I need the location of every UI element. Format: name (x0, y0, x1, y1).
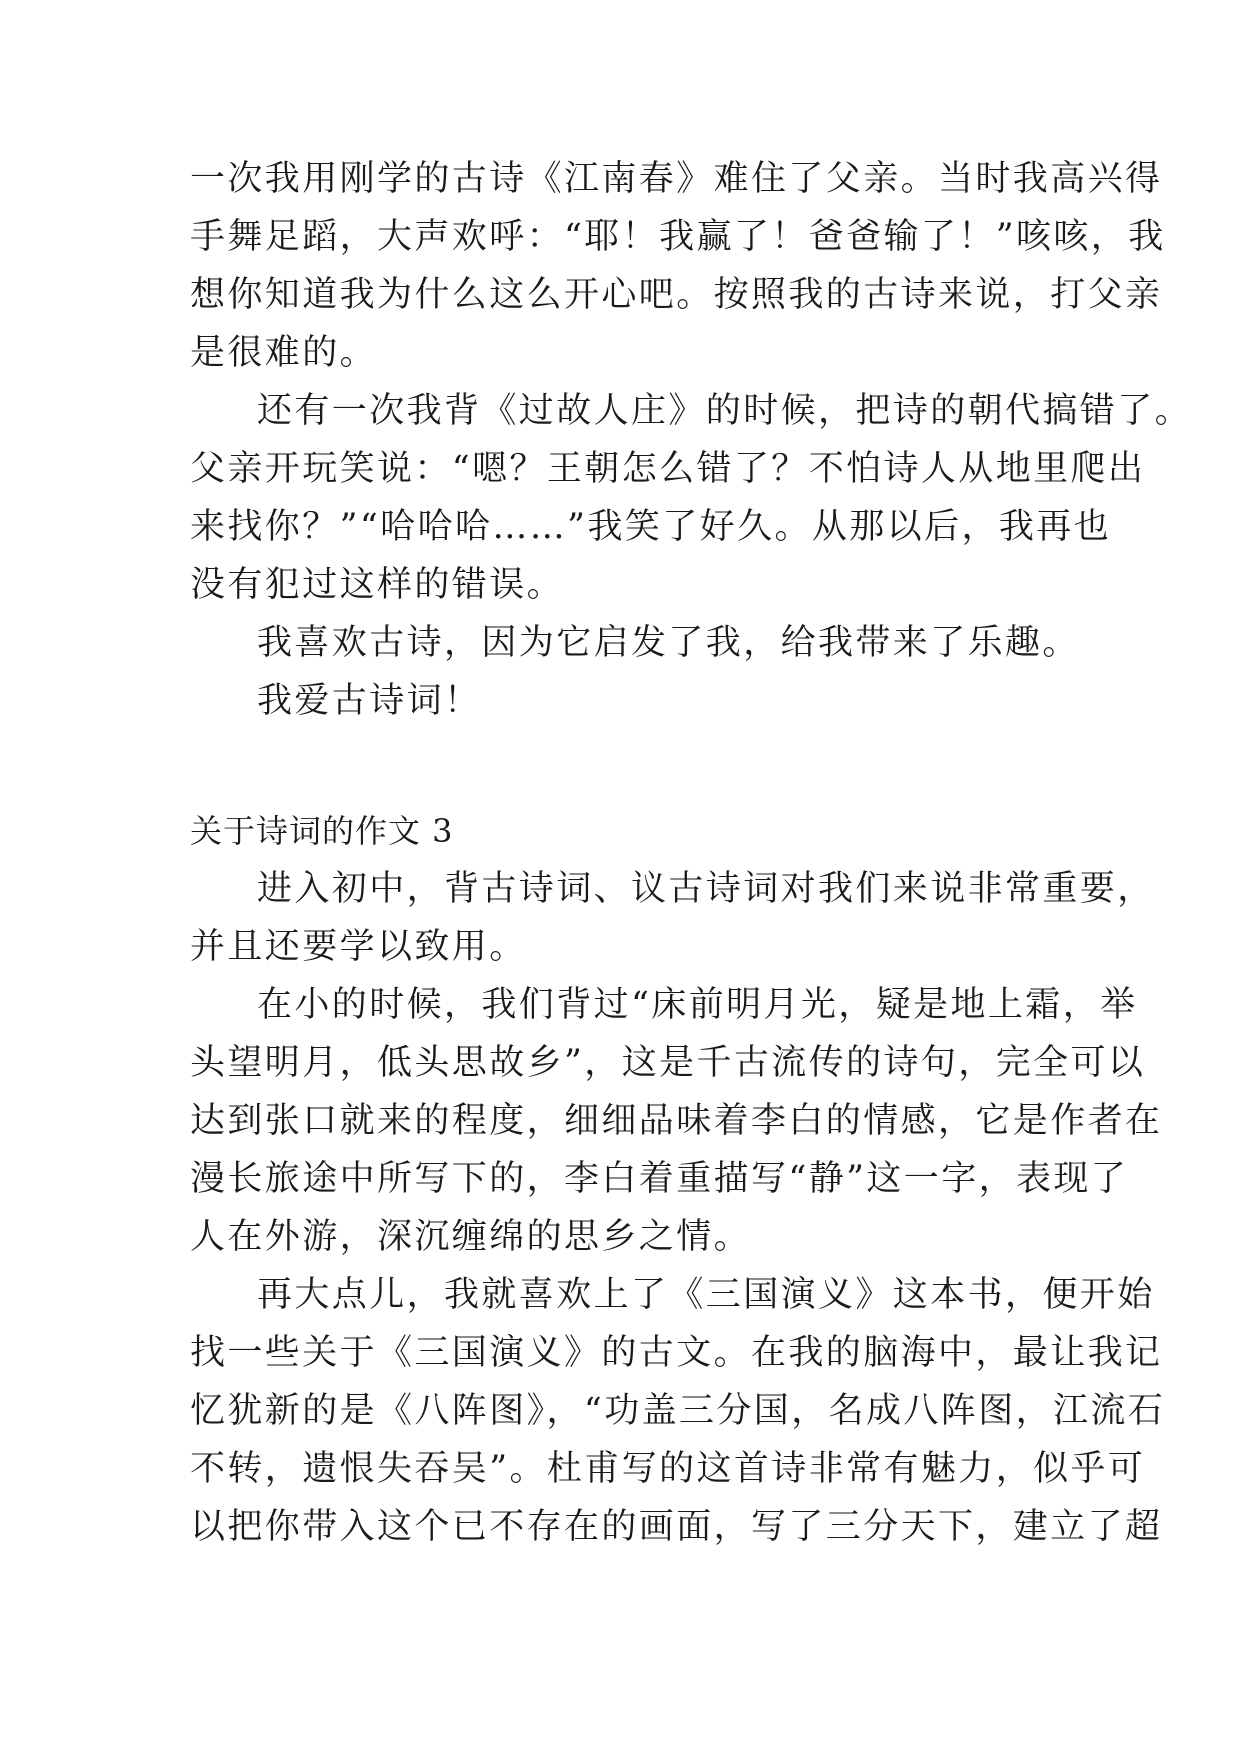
text-line: 人在外游，深沉缠绵的思乡之情。 (190, 1217, 752, 1257)
text-line: 是很难的。 (190, 333, 378, 373)
text-line: 一次我用刚学的古诗《江南春》难住了父亲。当时我高兴得 (190, 159, 1163, 199)
text-line: 再大点儿，我就喜欢上了《三国演义》这本书，便开始 (257, 1275, 1155, 1315)
text-line: 没有犯过这样的错误。 (190, 565, 565, 605)
paragraph-junior-high (190, 860, 1155, 976)
text-line: 并且还要学以致用。 (190, 927, 527, 967)
text-line: 找一些关于《三国演义》的古文。在我的脑海中，最让我记 (190, 1333, 1163, 1373)
paragraph-love-poems (190, 672, 1060, 730)
paragraph-like-poems (190, 614, 1080, 672)
text-line: 忆犹新的是《八阵图》，“功盖三分国，名成八阵图，江流石 (190, 1391, 1166, 1431)
text-line: 想你知道我为什么这么开心吧。按照我的古诗来说，打父亲 (190, 275, 1163, 315)
text-line: 在小的时候，我们背过“床前明月光，疑是地上霜，举 (257, 985, 1138, 1025)
text-line: 以把你带入这个已不存在的画面，写了三分天下，建立了超 (190, 1507, 1163, 1547)
text-line: 头望明月，低头思故乡”，这是千古流传的诗句，完全可以 (190, 1043, 1146, 1083)
paragraph-jingyesi (190, 976, 1163, 1266)
text-line: 来找你？”“哈哈哈……”我笑了好久。从那以后，我再也 (190, 507, 1112, 547)
text-line: 手舞足蹈，大声欢呼：“耶！我赢了！爸爸输了！”咳咳，我 (190, 217, 1166, 257)
text-line: 进入初中，背古诗词、议古诗词对我们来说非常重要， (257, 869, 1155, 909)
paragraph-bazhentu (190, 1266, 1166, 1556)
text-line: 漫长旅途中所写下的，李白着重描写“静”这一字，表现了 (190, 1159, 1129, 1199)
text-line: 还有一次我背《过故人庄》的时候，把诗的朝代搞错了。 (257, 391, 1193, 431)
document-body (190, 150, 1193, 1556)
paragraph-jiangnanchun (190, 150, 1166, 382)
text-line: 不转，遗恨失吞吴”。杜甫写的这首诗非常有魅力，似乎可 (190, 1449, 1146, 1489)
text-line: 父亲开玩笑说：“嗯？王朝怎么错了？不怕诗人从地里爬出 (190, 449, 1146, 489)
paragraph-guorenzhuang (190, 382, 1193, 614)
section-heading: 关于诗词的作文 3 (190, 812, 454, 850)
text-line: 我爱古诗词！ (257, 681, 482, 721)
section-spacer (190, 730, 1060, 802)
text-line: 我喜欢古诗，因为它启发了我，给我带来了乐趣。 (257, 623, 1080, 663)
text-line: 达到张口就来的程度，细细品味着李白的情感，它是作者在 (190, 1101, 1163, 1141)
